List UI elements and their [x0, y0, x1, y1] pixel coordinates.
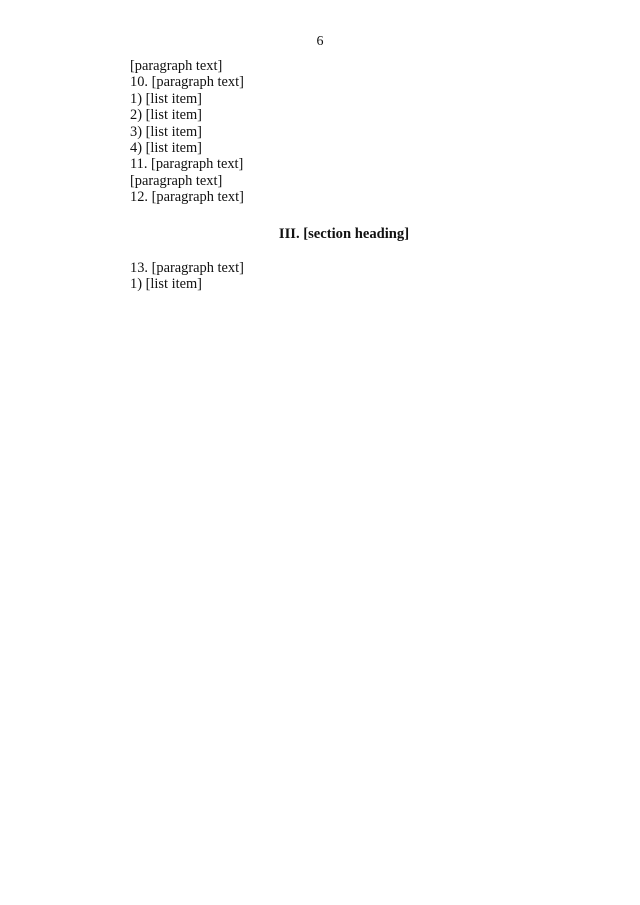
- section-heading: III. [section heading]: [278, 225, 410, 242]
- paragraph-13-review: 13. [paragraph text]: [130, 260, 244, 277]
- paragraph-10-subitem-1: 1) [list item]: [130, 90, 202, 107]
- paragraph-12-mfc-transfer: 12. [paragraph text]: [130, 189, 244, 206]
- paragraph-13-subitem-1: 1) [list item]: [130, 276, 202, 293]
- paragraph-10-subitem-2: 2) [list item]: [130, 107, 202, 124]
- paragraph-11-copies: 11. [paragraph text]: [130, 156, 244, 173]
- paragraph-10-subitem-3: 3) [list item]: [130, 123, 202, 140]
- paragraph-item-4-electronic-form: [paragraph text]: [130, 58, 223, 74]
- document-body: [92, 58, 596, 293]
- page-number: 6: [316, 34, 324, 49]
- paragraph-representative: [paragraph text]: [130, 172, 223, 189]
- paragraph-10-subitem-4: 4) [list item]: [130, 140, 202, 157]
- paragraph-10-receipt-day: 10. [paragraph text]: [130, 74, 244, 91]
